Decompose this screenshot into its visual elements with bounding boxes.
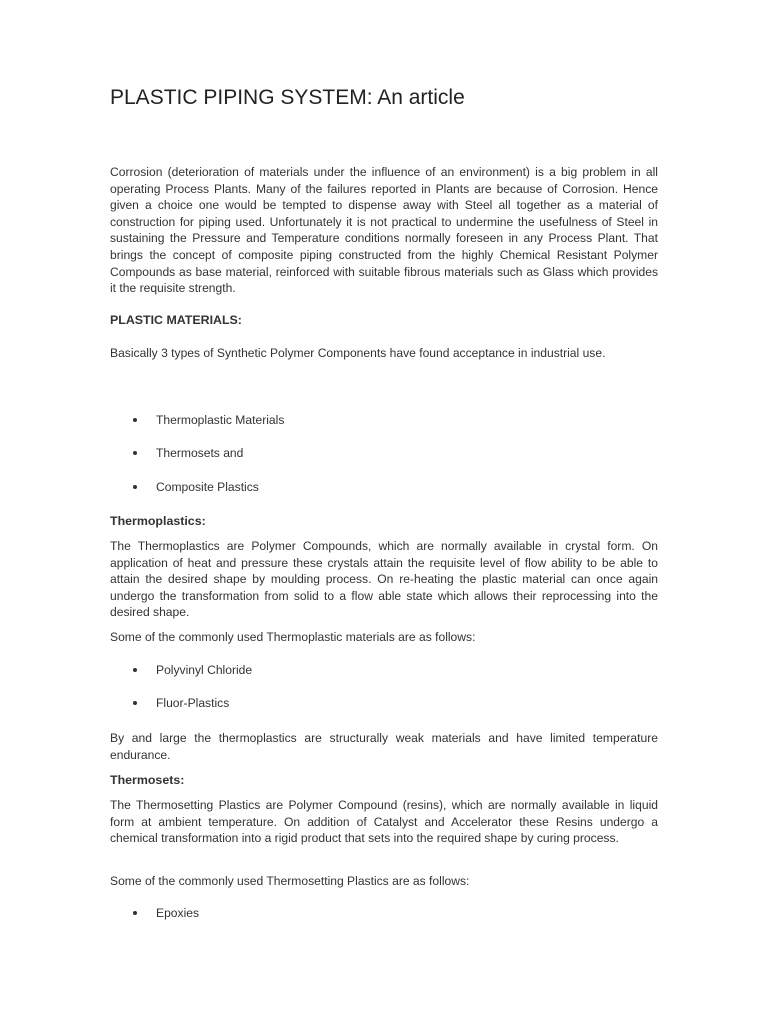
list-item-label: Thermosets and — [156, 446, 244, 460]
thermoplastics-list-intro: Some of the commonly used Thermoplastic materials are as follows: — [110, 630, 476, 644]
list-item-label: Fluor-Plastics — [156, 696, 230, 710]
thermosets-heading: Thermosets: — [110, 773, 185, 787]
thermoplastics-heading: Thermoplastics: — [110, 514, 206, 528]
bullet-icon — [133, 911, 137, 915]
list-item-label: Composite Plastics — [156, 480, 259, 494]
bullet-icon — [133, 485, 137, 489]
list-item-label: Polyvinyl Chloride — [156, 663, 253, 677]
bullet-icon — [133, 418, 137, 422]
list-item-label: Epoxies — [156, 906, 200, 920]
plastic-materials-paragraph: Basically 3 types of Synthetic Polymer Components have found acceptance in industrial use. — [110, 346, 606, 360]
thermosets-list-intro: Some of the commonly used Thermosetting Plastics are as follows: — [110, 874, 470, 888]
list-item-label: Thermoplastic Materials — [156, 413, 285, 427]
intro-paragraph: Corrosion (deterioration of materials under the influence of an environment) is a big problem in all operating Process Plants. Many of the failures reported in Plants are because of Corrosion. Hence given a choice one would be tempted to dispense away with Steel all together as a material of construction for piping used. Unfortunately it is not practical to undermine the usefulness of Steel in sustaining the Pressure and Temperature conditions normally foreseen in any Process Plant. That brings the concept of composite piping constructed from the highly Chemical Resistant Polymer Compounds as base material, reinforced with suitable fibrous materials such as Glass which provides it the requisite strength. — [110, 165, 658, 296]
thermoplastics-paragraph: The Thermoplastics are Polymer Compounds, which are normally available in crystal form. On application of heat and pressure these crystals attain the requisite level of flow ability to be able to attain the desired shape by moulding process. On re-heating the plastic material can once again undergo the transformation from solid to a flow able state which allows their reprocessing into the desired shape. — [110, 539, 658, 620]
bullet-icon — [133, 701, 137, 705]
bullet-icon — [133, 451, 137, 455]
plastic-materials-heading: PLASTIC MATERIALS: — [110, 313, 242, 327]
bullet-icon — [133, 668, 137, 672]
thermoplastics-closing-paragraph: By and large the thermoplastics are structurally weak materials and have limited temperature endurance. — [110, 731, 658, 762]
thermosets-paragraph: The Thermosetting Plastics are Polymer Compound (resins), which are normally available in liquid form at ambient temperature. On addition of Catalyst and Accelerator these Resins undergo a chemical transformation into a rigid product that sets into the required shape by curing process. — [110, 798, 658, 846]
article-title: PLASTIC PIPING SYSTEM: An article — [110, 86, 465, 109]
